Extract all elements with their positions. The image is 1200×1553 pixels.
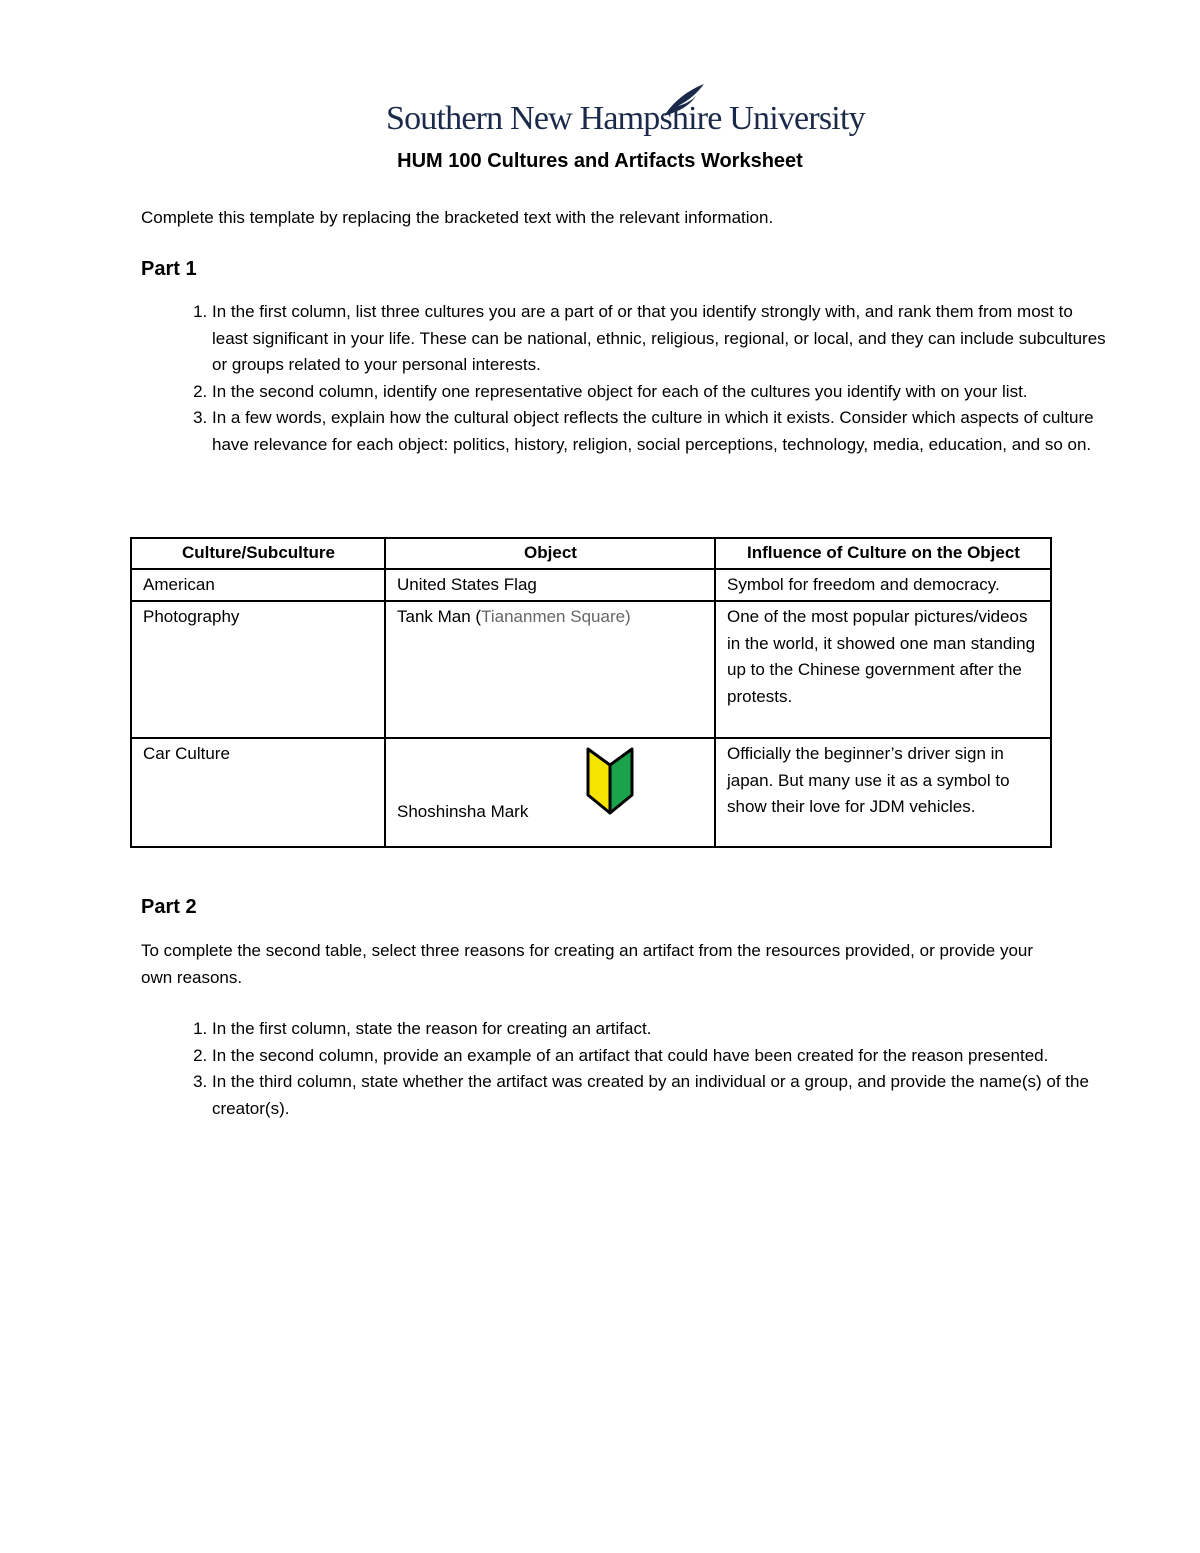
column-header-object: Object: [385, 538, 715, 569]
culture-cell: American: [131, 569, 385, 602]
list-item: 2. In the second column, identify one representative object for each of the cultures you identify with on your list.: [212, 379, 1112, 406]
table-header-row: [131, 538, 1051, 569]
object-cell: [385, 738, 715, 847]
list-item: 1. In the first column, list three cultures you are a part of or that you identify strongly with, and rank them from most to least significant in your life. These can be national, ethnic, religious, regional, or local, and they can include subcultures or groups related to your personal interests.: [212, 299, 1112, 379]
page-title: HUM 100 Cultures and Artifacts Worksheet: [397, 150, 803, 172]
logo-text: Southern New Hampshire University: [386, 100, 865, 137]
list-item: 3. In a few words, explain how the cultural object reflects the culture in which it exists. Consider which aspects of culture have relevance for each object: politics, history, religion, social perceptions, technology, media, education, and so on.: [212, 405, 1112, 458]
influence-cell: One of the most popular pictures/videos in the world, it showed one man standing up to the Chinese government after the protests.: [715, 601, 1051, 738]
list-item: 3. In the third column, state whether the artifact was created by an individual or a group, and provide the name(s) of the creator(s).: [212, 1069, 1112, 1122]
part2-intro-text: To complete the second table, select three reasons for creating an artifact from the resources provided, or provide your own reasons.: [141, 941, 1034, 987]
object-text: Tank Man (: [397, 607, 482, 626]
table-row: [131, 738, 1051, 847]
part1-instructions: [141, 299, 1112, 458]
list-item: 1. In the first column, state the reason for creating an artifact.: [212, 1016, 1112, 1043]
object-text: Shoshinsha Mark: [397, 802, 529, 821]
intro-text: Complete this template by replacing the bracketed text with the relevant information.: [141, 208, 774, 227]
column-header-culture: Culture/Subculture: [131, 538, 385, 569]
shoshinsha-mark-icon: [582, 743, 638, 815]
column-header-influence: Influence of Culture on the Object: [715, 538, 1051, 569]
table-row: [131, 569, 1051, 602]
culture-cell: Car Culture: [131, 738, 385, 847]
part2-heading: Part 2: [141, 896, 197, 918]
culture-cell: Photography: [131, 601, 385, 738]
part2-instructions: [141, 1016, 1112, 1122]
part1-heading: Part 1: [141, 258, 197, 280]
object-text-gray: Tiananmen Square): [481, 607, 631, 626]
table-row: [131, 601, 1051, 738]
university-logo: [386, 82, 865, 144]
influence-cell: Officially the beginner’s driver sign in japan. But many use it as a symbol to show their love for JDM vehicles.: [715, 738, 1051, 847]
object-cell: [385, 601, 715, 738]
feather-icon: [658, 82, 708, 118]
cultures-table: [130, 537, 1052, 848]
influence-cell: Symbol for freedom and democracy.: [715, 569, 1051, 602]
object-cell: United States Flag: [385, 569, 715, 602]
list-item: 2. In the second column, provide an example of an artifact that could have been created for the reason presented.: [212, 1043, 1112, 1070]
